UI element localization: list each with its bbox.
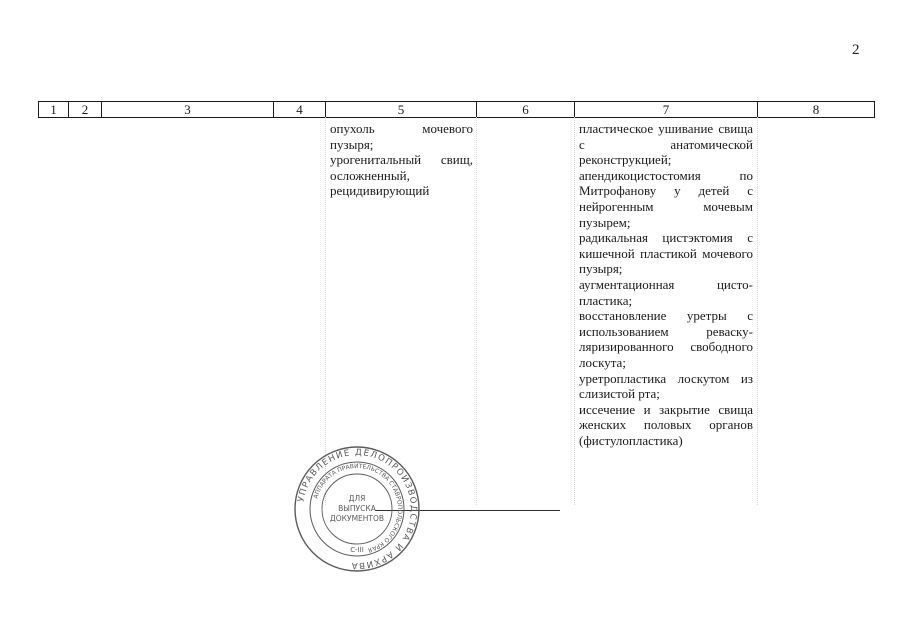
stamp-center-line: ДОКУМЕНТОВ <box>329 514 385 523</box>
column-5-diagnoses <box>330 121 473 199</box>
column-number-2: 2 <box>69 102 102 118</box>
table-header <box>38 101 875 118</box>
column-number-5: 5 <box>326 102 477 118</box>
procedure-entry: аугментационная цистопластика; <box>579 276 753 308</box>
procedure-entry: радикальная цистэктомия с кишечной пластикой мочевого пузыря; <box>579 230 753 277</box>
stamp-center-line: ВЫПУСКА <box>338 504 376 513</box>
faint-column-divider <box>574 117 575 505</box>
procedure-entry: пластическое ушивание свища с анатомической реконструкцией; <box>579 121 753 168</box>
diagnosis-entry: опухоль мочевого пузыря; <box>330 121 473 152</box>
column-number-1: 1 <box>39 102 69 118</box>
column-number-7: 7 <box>575 102 758 118</box>
faint-column-divider <box>476 117 477 505</box>
column-number-6: 6 <box>477 102 575 118</box>
stamp-code: С-III <box>350 546 364 554</box>
diagnosis-entry: урогенитальный свищ, осложненный, рецидивирующий <box>330 152 473 199</box>
column-number-4: 4 <box>274 102 326 118</box>
procedure-entry: уретропластика лоскутом из слизистой рта; <box>579 370 753 402</box>
procedure-entry: восстановление уретры с использованием реваскуляризированного свободного лоскута; <box>579 308 753 370</box>
table-header-row <box>39 102 875 118</box>
procedure-entry: иссечение и закрытие свища женских половых органов (фистулопластика) <box>579 401 753 448</box>
official-stamp <box>293 445 421 573</box>
stamp-outer-text: УПРАВЛЕНИЕ ДЕЛОПРОИЗВОДСТВА И АРХИВА <box>296 447 419 571</box>
stamp-inner-text: АППАРАТА ПРАВИТЕЛЬСТВА СТАВРОПОЛЬСКОГО КРАЯ <box>312 462 404 554</box>
stamp-center-line: ДЛЯ <box>348 494 366 503</box>
column-number-3: 3 <box>102 102 274 118</box>
page-number: 2 <box>852 42 860 58</box>
column-number-8: 8 <box>758 102 875 118</box>
faint-column-divider <box>757 117 758 505</box>
column-7-procedures <box>579 121 753 448</box>
procedure-entry: апендикоцистостомия по Митрофанову у детей с нейрогенным мочевым пузырем; <box>579 167 753 230</box>
